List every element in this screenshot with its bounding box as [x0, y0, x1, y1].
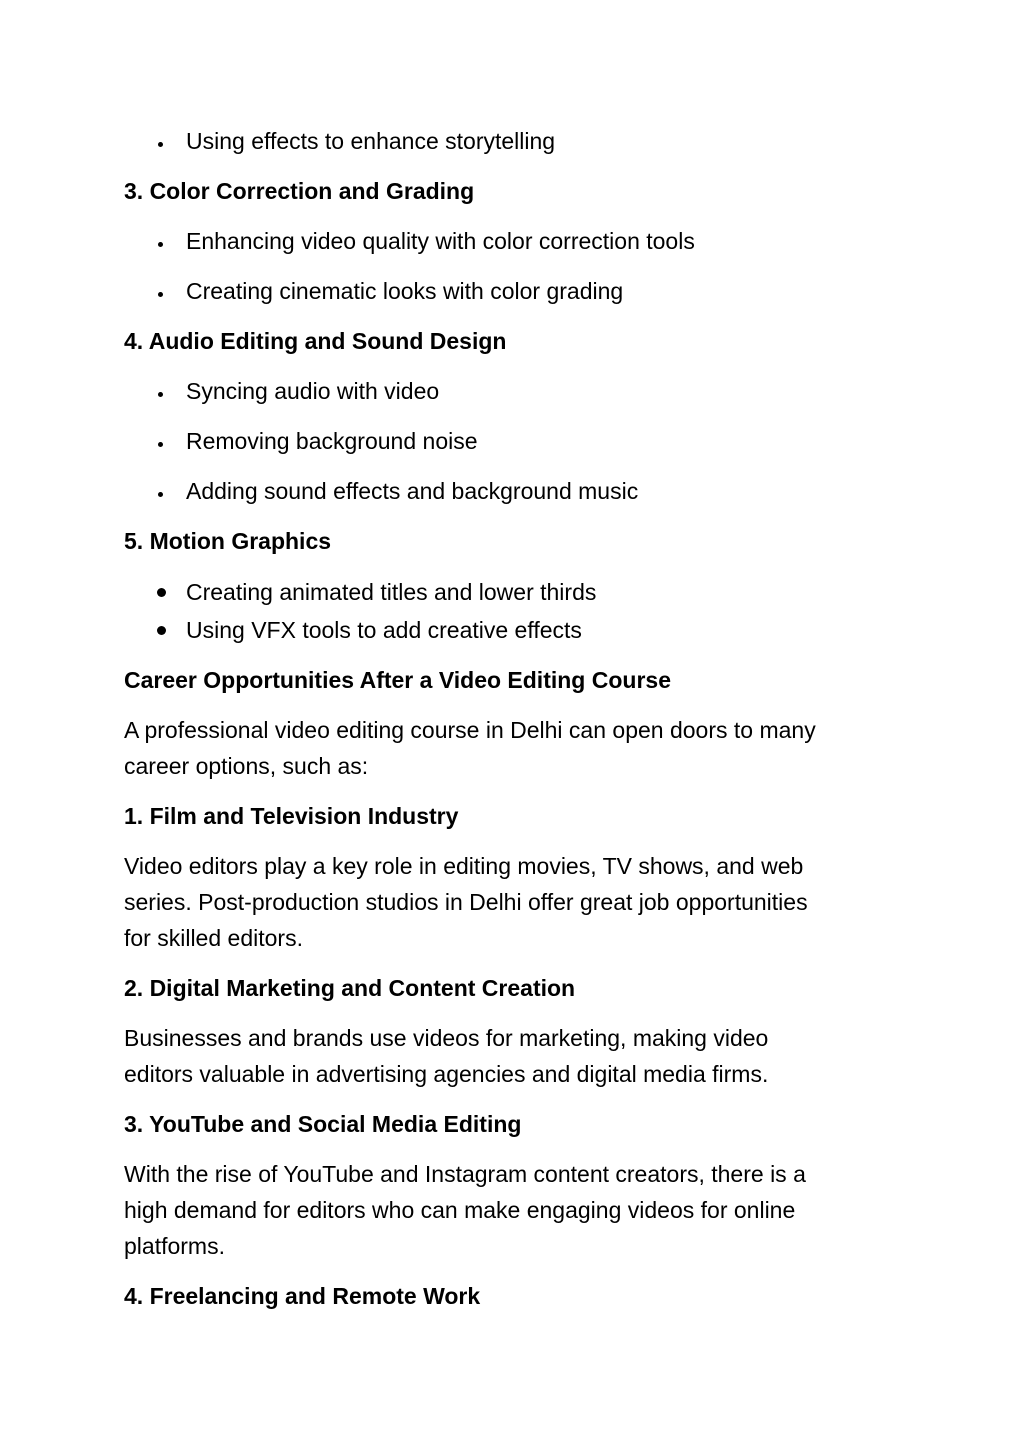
section-heading: 3. YouTube and Social Media Editing [124, 1111, 522, 1137]
section-heading: Career Opportunities After a Video Editing Course [124, 667, 671, 693]
paragraph-line: series. Post-production studios in Delhi offer great job opportunities [124, 889, 808, 915]
bullet-dot [158, 292, 163, 297]
bullet-dot [157, 626, 166, 635]
bullet-item: Adding sound effects and background music [186, 478, 639, 504]
section-heading: 5. Motion Graphics [124, 528, 332, 554]
bullet-item: Enhancing video quality with color correction tools [186, 228, 695, 254]
bullet-dot [158, 242, 163, 247]
paragraph-line: high demand for editors who can make engaging videos for online [124, 1197, 796, 1223]
bullet-dot [158, 392, 163, 397]
paragraph-line: editors valuable in advertising agencies and digital media firms. [124, 1061, 769, 1087]
bullet-dot [158, 142, 163, 147]
bullet-item: Creating cinematic looks with color grading [186, 278, 624, 304]
bullet-item: Creating animated titles and lower thirds [186, 579, 597, 605]
bullet-dot [158, 492, 163, 497]
paragraph-line: career options, such as: [124, 753, 369, 779]
bullet-dot [157, 588, 166, 597]
section-heading: 4. Audio Editing and Sound Design [124, 328, 507, 354]
paragraph-line: Businesses and brands use videos for marketing, making video [124, 1025, 769, 1051]
bullet-item: Syncing audio with video [186, 378, 440, 404]
section-heading: 4. Freelancing and Remote Work [124, 1283, 481, 1309]
section-heading: 2. Digital Marketing and Content Creation [124, 975, 576, 1001]
bullet-item: Using effects to enhance storytelling [186, 128, 556, 154]
paragraph-line: With the rise of YouTube and Instagram content creators, there is a [124, 1161, 806, 1187]
bullet-item: Removing background noise [186, 428, 478, 454]
paragraph-line: Video editors play a key role in editing movies, TV shows, and web [124, 853, 804, 879]
paragraph-line: A professional video editing course in Delhi can open doors to many [124, 717, 816, 743]
bullet-item: Using VFX tools to add creative effects [186, 617, 582, 643]
section-heading: 3. Color Correction and Grading [124, 178, 475, 204]
section-heading: 1. Film and Television Industry [124, 803, 459, 829]
paragraph-line: platforms. [124, 1233, 225, 1259]
paragraph-line: for skilled editors. [124, 925, 303, 951]
bullet-dot [158, 442, 163, 447]
